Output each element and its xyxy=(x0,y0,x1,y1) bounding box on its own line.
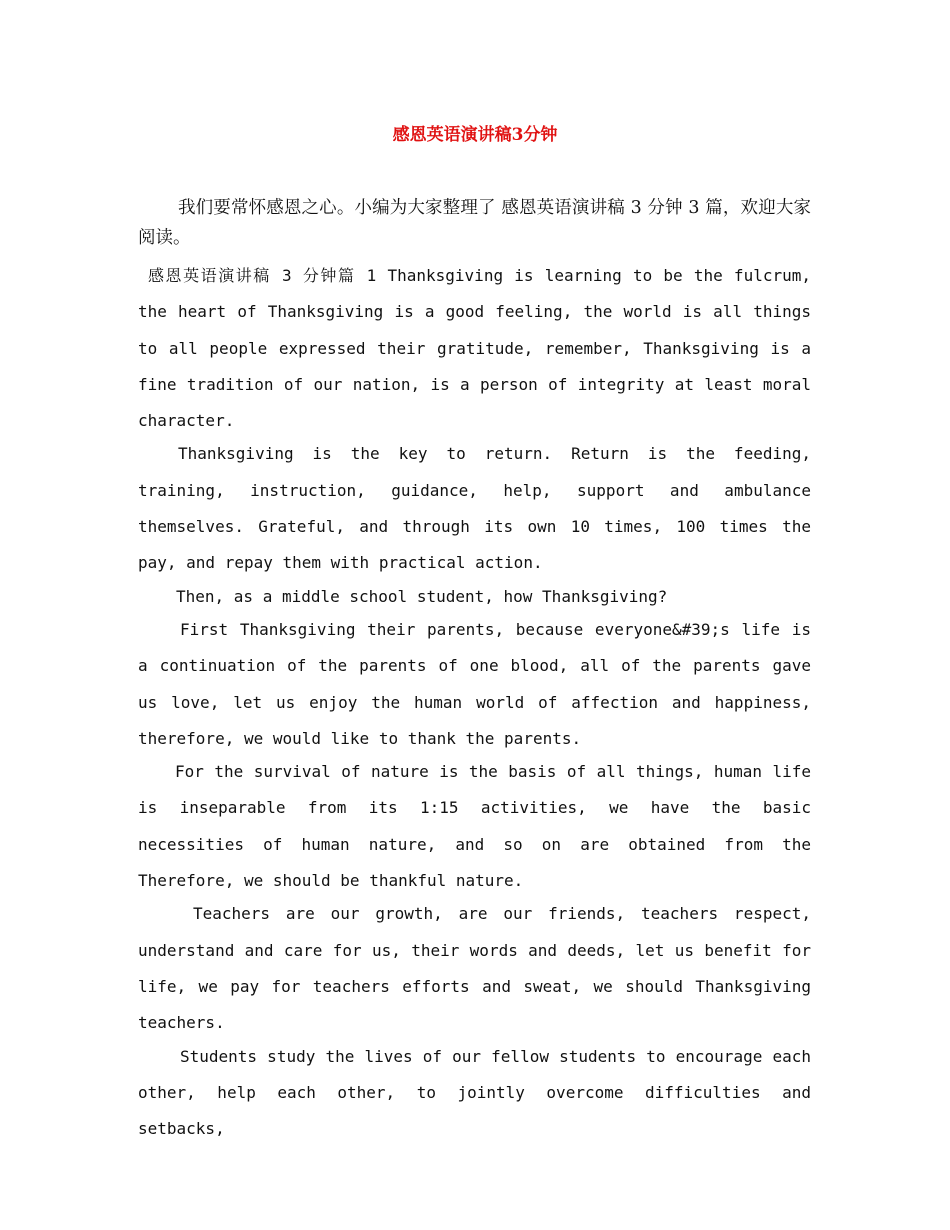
paragraph-3: Then, as a middle school student, how Thanksgiving? xyxy=(176,586,668,606)
paragraph-1: 感恩英语演讲稿 3 分钟篇 1 Thanksgiving is learning to be the fulcrum, the heart of Thanksgiving is a good feeling, the world is all things to all people expressed their gratitude, remember, Thanksgiving is a fine tradition of our nation, is a person of integrity at least moral character. xyxy=(138,266,811,431)
paragraph-5: For the survival of nature is the basis of all things, human life is inseparable from its 1:15 activities, we have the basic necessities of human nature, and so on are obtained from the Therefore, we should be thankful nature. xyxy=(138,762,811,891)
document-body xyxy=(138,193,811,1144)
document-title: 感恩英语演讲稿3分钟 xyxy=(392,125,558,145)
paragraph-2: Thanksgiving is the key to return. Return is the feeding, training, instruction, guidance, help, support and ambulance themselves. Grateful, and through its own 10 times, 100 times the pay, and repay them with practical action. xyxy=(138,444,811,573)
paragraph-6: Teachers are our growth, are our friends, teachers respect, understand and care for us, their words and deeds, let us benefit for life, we pay for teachers efforts and sweat, we should Thanksgiving teachers. xyxy=(138,904,811,1033)
paragraph-4: First Thanksgiving their parents, because everyone&#39;s life is a continuation of the parents of one blood, all of the parents gave us love, let us enjoy the human world of affection and happiness, therefore, we would like to thank the parents. xyxy=(138,619,811,748)
intro-paragraph: 我们要常怀感恩之心。小编为大家整理了 感恩英语演讲稿 3 分钟 3 篇，欢迎大家阅读。 xyxy=(138,198,811,248)
paragraph-7: Students study the lives of our fellow students to encourage each other, help each other, to jointly overcome difficulties and setbacks, xyxy=(138,1046,811,1139)
